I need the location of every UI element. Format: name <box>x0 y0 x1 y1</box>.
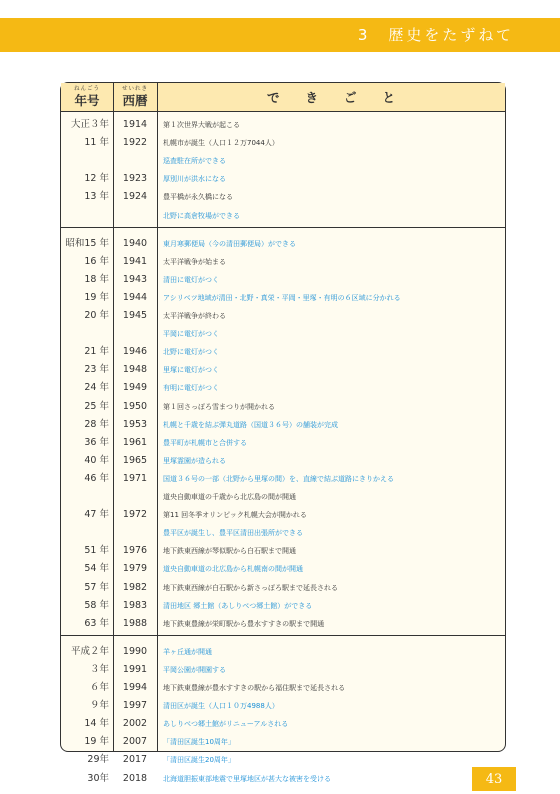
era-cell: 47 年 <box>84 509 109 521</box>
timeline-row <box>61 732 505 750</box>
timeline-row <box>61 324 505 342</box>
event-cell: アシリベツ地域が清田・北野・真栄・平岡・里塚・有明の６区域に分かれる <box>163 293 401 302</box>
era-cell: 63 年 <box>84 617 109 629</box>
timeline-row <box>61 115 505 133</box>
event-cell: 道央自動車道の北広島から札幌南の間が開通 <box>163 565 303 574</box>
year-cell: 1994 <box>122 682 148 693</box>
timeline-row <box>61 487 505 505</box>
event-cell: 札幌市が誕生（人口１２万7044人） <box>163 139 279 148</box>
event-cell: 国道３６号の一部（北野から里塚の間）を、直線で結ぶ道路にきりかえる <box>163 474 394 483</box>
event-cell: 北海道胆振東部地震で里塚地区が甚大な被害を受ける <box>163 774 331 783</box>
year-cell: 1997 <box>122 700 148 712</box>
year-cell: 1972 <box>122 509 148 521</box>
year-cell: 1940 <box>122 237 148 249</box>
timeline-row <box>61 750 505 768</box>
era-cell: 57 年 <box>84 581 109 593</box>
era-cell: 30年 <box>87 772 109 784</box>
timeline-row <box>61 523 505 541</box>
year-cell: 2007 <box>122 736 148 748</box>
timeline-row <box>61 288 505 306</box>
era-cell: 大正３年 <box>70 119 109 130</box>
event-cell: 平岡に電灯がつく <box>163 330 219 339</box>
era-header-label: 年号 <box>74 93 100 108</box>
era-cell: 40 年 <box>84 454 109 466</box>
year-header-label: 西暦 <box>122 93 148 108</box>
event-cell: 「清田区誕生20周年」 <box>163 756 235 765</box>
era-cell: 20 年 <box>84 310 109 321</box>
era-cell: 29年 <box>87 754 109 766</box>
timeline-row <box>61 559 505 577</box>
event-cell: 地下鉄東豊線が豊水すすきの駅から福住駅まで延長される <box>163 684 346 692</box>
timeline-row <box>61 541 505 559</box>
timeline-row <box>61 433 505 451</box>
event-cell: 地下鉄東西線が白石駅から新さっぽろ駅まで延長される <box>163 583 338 592</box>
year-cell: 1945 <box>122 310 148 321</box>
event-cell: 巡査駐在所ができる <box>163 157 226 166</box>
era-header <box>61 83 113 111</box>
year-cell: 2017 <box>122 754 148 766</box>
era-cell: 14 年 <box>84 718 109 730</box>
timeline-row <box>61 696 505 714</box>
era-cell: ３年 <box>89 663 109 675</box>
era-cell: 51 年 <box>84 545 109 557</box>
era-cell: 11 年 <box>84 137 109 149</box>
year-cell: 1949 <box>122 382 148 394</box>
event-cell: 第１回さっぽろ雪まつりが開かれる <box>163 402 275 411</box>
event-cell: 第11 回冬季オリンピック札幌大会が開かれる <box>163 511 307 520</box>
timeline-row <box>61 378 505 396</box>
timeline-row <box>61 660 505 678</box>
event-cell: 北野に高倉牧場ができる <box>163 211 240 220</box>
year-cell: 1979 <box>122 563 148 575</box>
event-cell: 平岡公園が開園する <box>163 665 226 674</box>
event-cell: 第１次世界大戦が起こる <box>163 121 240 129</box>
event-cell: 豊平橋が永久橋になる <box>163 193 233 202</box>
timeline-row <box>61 360 505 378</box>
event-cell: 地下鉄東西線が琴似駅から白石駅まで開通 <box>163 547 296 556</box>
event-cell: 「清田区誕生10周年」 <box>163 738 235 747</box>
era-cell: 16 年 <box>84 255 109 267</box>
year-cell: 1923 <box>122 173 148 185</box>
year-cell: 1991 <box>122 663 148 675</box>
era-cell: ６年 <box>89 682 109 693</box>
timeline-row <box>61 252 505 270</box>
era-cell: 19 年 <box>84 736 109 748</box>
era-cell: ９年 <box>89 700 109 712</box>
timeline-row <box>61 469 505 487</box>
timeline-row <box>61 206 505 224</box>
year-cell: 2018 <box>122 772 148 784</box>
era-cell: 23 年 <box>84 364 109 376</box>
event-cell: 東月寒郵便局（今の清田郵便局）ができる <box>163 239 296 248</box>
year-cell: 1943 <box>122 273 148 285</box>
era-cell: 13 年 <box>84 191 109 203</box>
timeline-row <box>61 397 505 415</box>
events-header: できごと <box>266 90 421 105</box>
event-cell: あしりべつ郷土館がリニューアルされる <box>163 720 289 729</box>
era-cell: 平成２年 <box>70 645 109 657</box>
era-cell: 46 年 <box>84 472 109 484</box>
era-cell: 25 年 <box>84 400 109 412</box>
era-cell: 昭和15 年 <box>65 237 109 249</box>
year-cell: 1950 <box>122 400 148 412</box>
section-title: 3 歴史をたずねて <box>357 26 514 44</box>
timeline-row <box>61 151 505 169</box>
timeline-row <box>61 678 505 696</box>
header-bar <box>0 18 560 52</box>
event-cell: 清田に電灯がつく <box>163 275 219 284</box>
event-cell: 地下鉄東豊線が栄町駅から豊水すすきの駅まで開通 <box>163 619 325 628</box>
timeline-row <box>61 234 505 252</box>
event-cell: 清田地区 郷土館（あしりべつ郷土館）ができる <box>163 601 313 610</box>
year-cell: 1988 <box>122 617 148 629</box>
event-cell: 太平洋戦争が終わる <box>163 312 226 320</box>
event-cell: 有明に電灯がつく <box>163 384 219 393</box>
year-cell: 1971 <box>122 472 148 484</box>
timeline-row <box>61 306 505 324</box>
era-cell: 28 年 <box>84 418 109 430</box>
year-cell: 1976 <box>122 545 148 557</box>
year-cell: 1941 <box>122 255 148 267</box>
era-group-divider <box>61 227 505 228</box>
event-cell: 豊平区が誕生し、豊平区清田出張所ができる <box>163 529 303 538</box>
timeline-row <box>61 169 505 187</box>
year-header-ruby: せいれき <box>121 86 148 92</box>
event-cell: 道央自動車道の千歳から北広島の間が開通 <box>163 493 296 501</box>
year-header <box>113 83 157 111</box>
era-header-ruby: ねんごう <box>73 86 100 92</box>
timeline-row <box>61 187 505 205</box>
year-cell: 1914 <box>122 119 148 130</box>
event-cell: 里塚霊園が造られる <box>163 456 226 465</box>
year-cell: 1982 <box>122 581 148 593</box>
event-cell: 北野に電灯がつく <box>163 348 219 357</box>
year-cell: 1953 <box>122 418 148 430</box>
event-cell: 札幌と千歳を結ぶ弾丸道路（国道３６号）の舗装が完成 <box>163 420 338 429</box>
event-cell: 清田区が誕生（人口１０万4988人） <box>163 702 279 711</box>
table-header <box>61 83 505 112</box>
year-cell: 1944 <box>122 291 148 303</box>
year-cell: 1961 <box>122 436 148 448</box>
timeline-row <box>61 342 505 360</box>
year-cell: 1924 <box>122 191 148 203</box>
page-number: 43 <box>472 767 516 791</box>
event-cell: 里塚に電灯がつく <box>163 366 219 375</box>
event-cell: 豊平町が札幌市と合併する <box>163 438 247 447</box>
year-cell: 1922 <box>122 137 148 149</box>
era-cell: 21 年 <box>84 346 109 358</box>
timeline-row <box>61 642 505 660</box>
timeline-row <box>61 415 505 433</box>
timeline-row <box>61 451 505 469</box>
era-cell: 18 年 <box>84 273 109 285</box>
timeline-row <box>61 596 505 614</box>
era-cell: 12 年 <box>84 173 109 185</box>
era-cell: 54 年 <box>84 563 109 575</box>
era-cell: 24 年 <box>84 382 109 394</box>
timeline-row <box>61 133 505 151</box>
timeline-row <box>61 578 505 596</box>
year-cell: 1990 <box>122 645 148 657</box>
event-cell: 厚別川が洪水になる <box>163 175 226 184</box>
era-group-divider <box>61 635 505 636</box>
year-cell: 1948 <box>122 364 148 376</box>
timeline-row <box>61 714 505 732</box>
timeline-row <box>61 769 505 787</box>
year-cell: 1965 <box>122 454 148 466</box>
event-cell: 太平洋戦争が始まる <box>163 257 226 266</box>
timeline-row <box>61 614 505 632</box>
event-cell: 羊ヶ丘通が開通 <box>163 647 212 656</box>
timeline-row <box>61 270 505 288</box>
year-cell: 1946 <box>122 346 148 358</box>
history-timeline-table <box>60 82 506 784</box>
era-cell: 19 年 <box>84 291 109 303</box>
year-cell: 1983 <box>122 599 148 611</box>
year-cell: 2002 <box>122 718 148 730</box>
era-cell: 58 年 <box>84 599 109 611</box>
era-cell: 36 年 <box>84 436 109 448</box>
timeline-row <box>61 505 505 523</box>
